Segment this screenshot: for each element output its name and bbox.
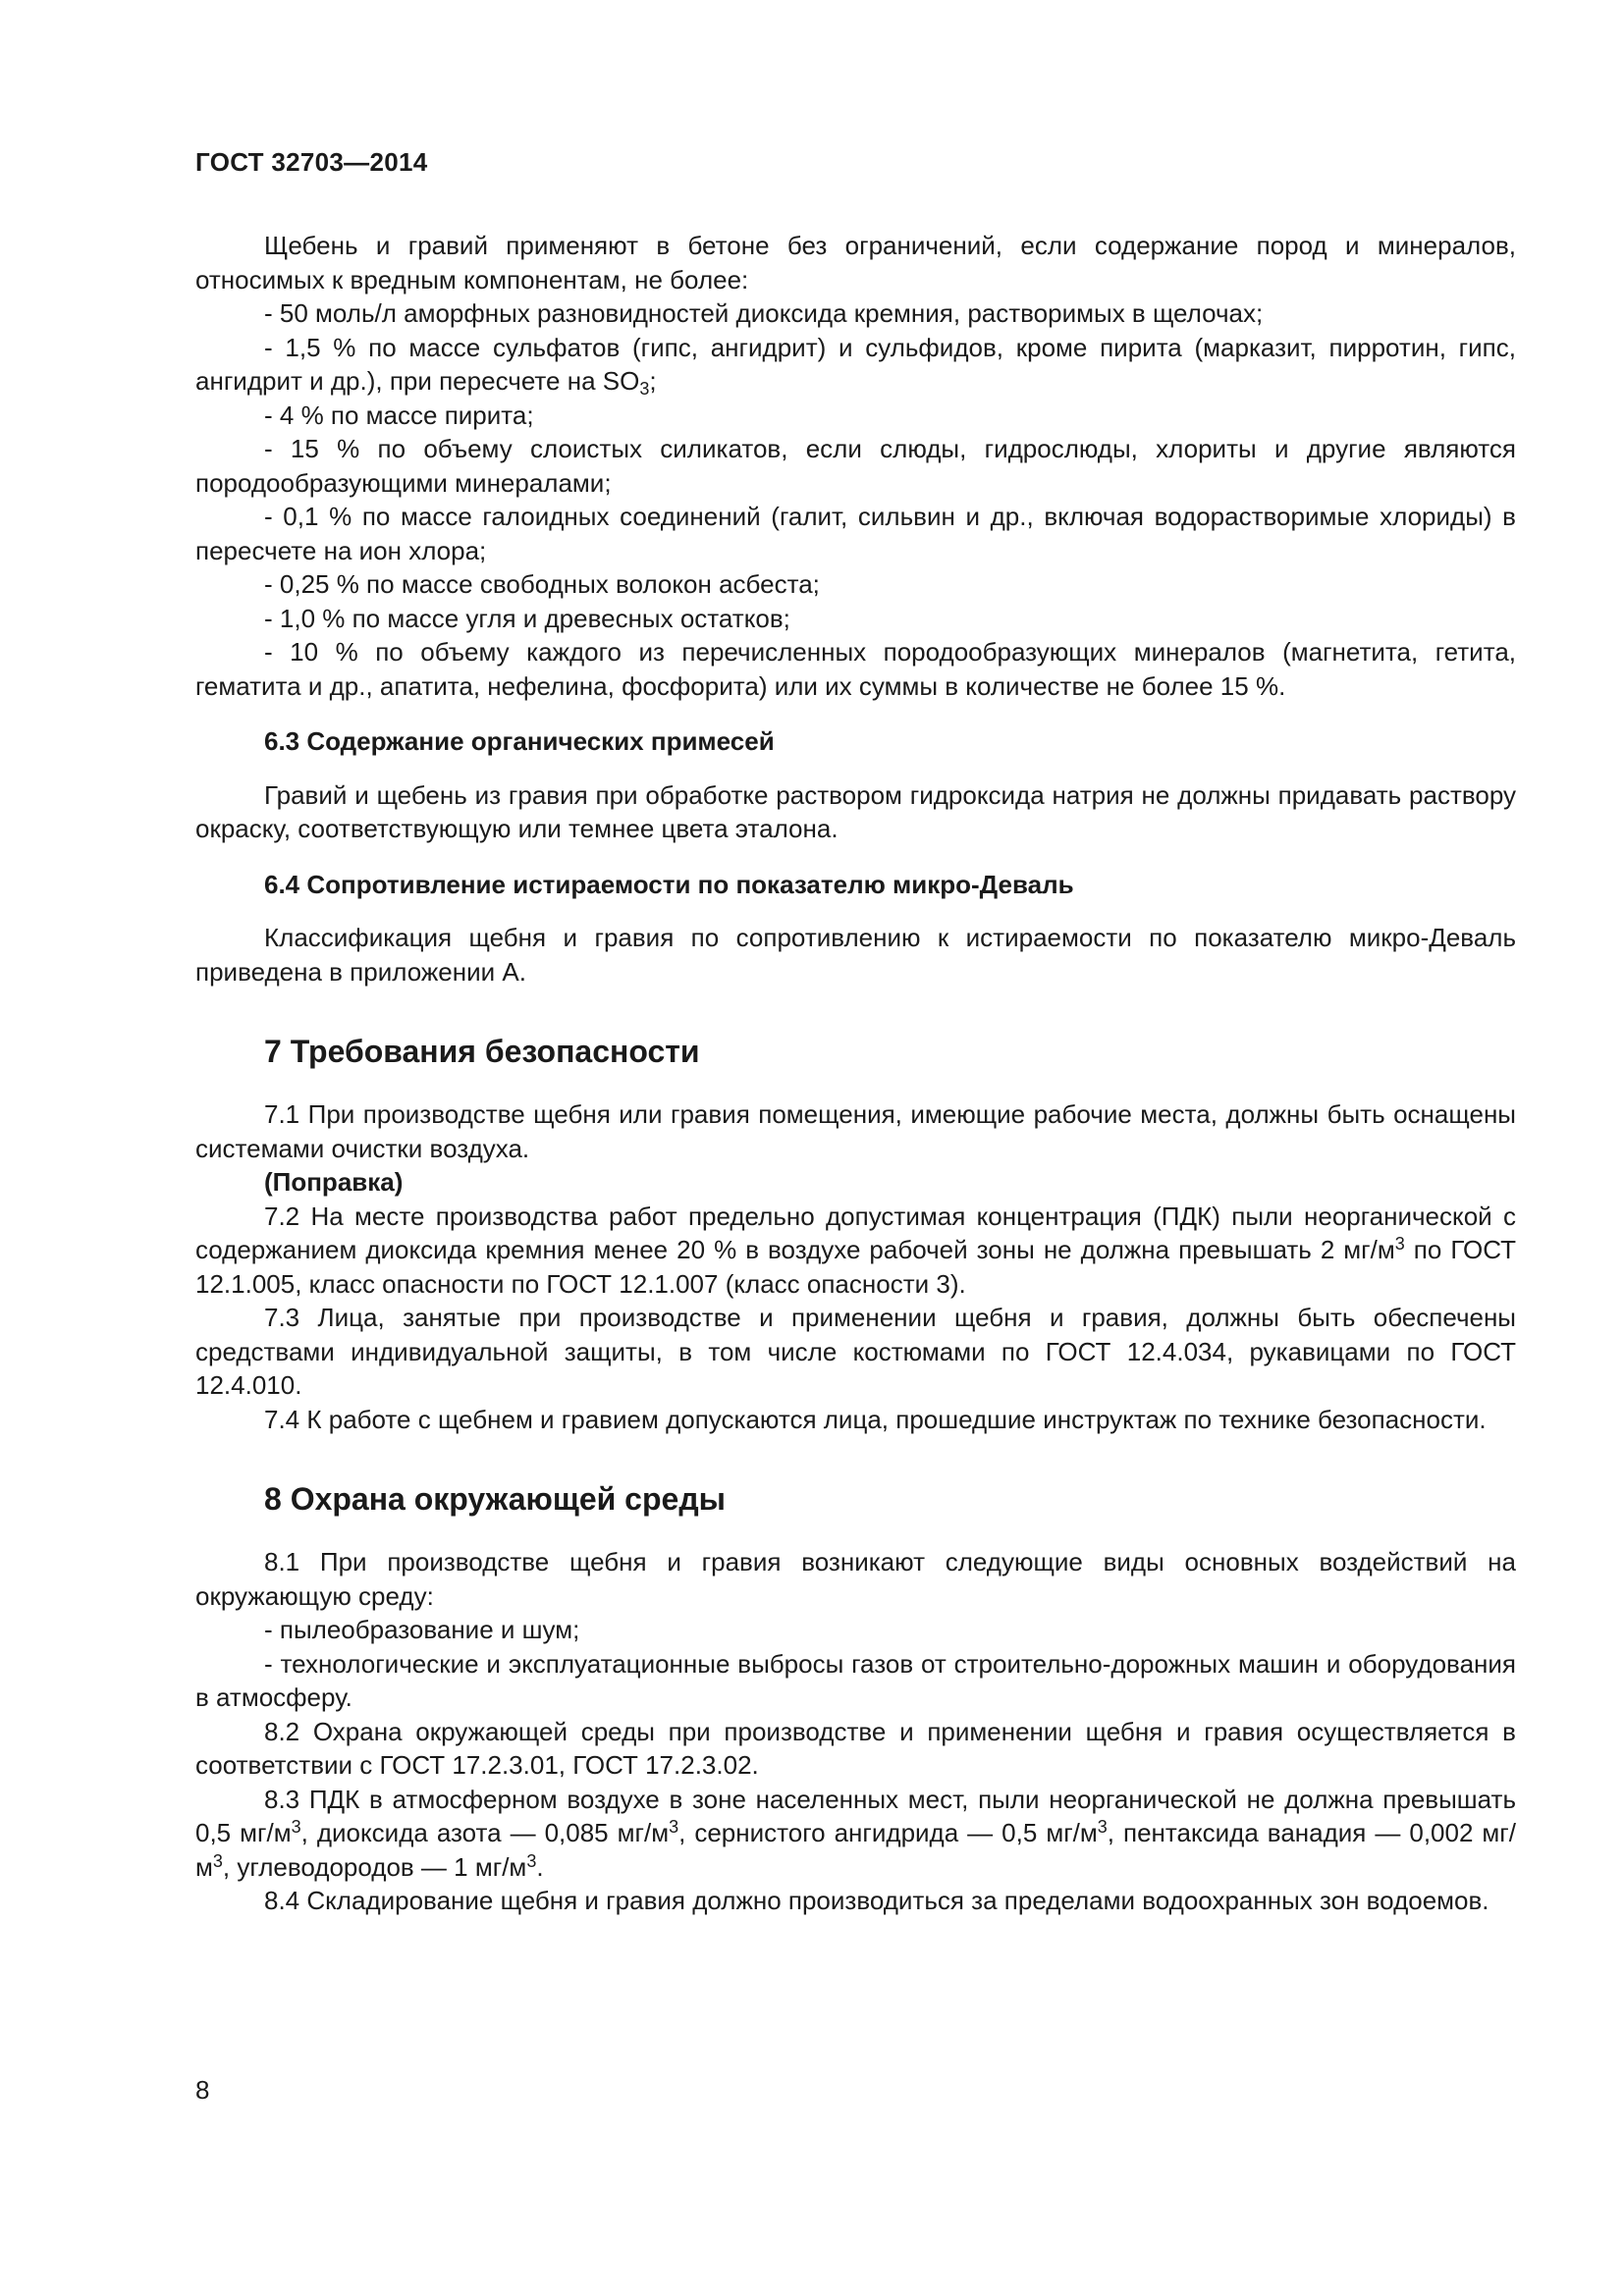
paragraph-6-4: Классификация щебня и гравия по сопротивлению к истираемости по показателю микро-Деваль приведена в приложении А. xyxy=(195,923,1516,987)
paragraph-8-2: 8.2 Охрана окружающей среды при производстве и применении щебня и гравия осуществляется в соответствии с ГОСТ 17.2.3.01, ГОСТ 17.2.3.02. xyxy=(195,1716,1516,1780)
superscript: 3 xyxy=(212,1850,223,1871)
paragraph-text: , углеводородов — 1 мг/м xyxy=(222,1851,527,1882)
list-item: - 50 моль/л аморфных разновидностей диоксида кремния, растворимых в щелочах; xyxy=(264,298,1264,328)
section-heading-7: 7 Требования безопасности xyxy=(264,1034,700,1069)
list-item: - 15 % по объему слоистых силикатов, если слюды, гидрослюды, хлориты и другие являются породообразующими минералами; xyxy=(195,434,1516,498)
paragraph-8-1: 8.1 При производстве щебня и гравия возникают следующие виды основных воздействий на окружающую среду: xyxy=(195,1547,1516,1611)
paragraph-text: 7.2 На месте производства работ предельно допустимая концентрация (ПДК) пыли неорганической с содержанием диоксида кремния менее 20 % в воздухе рабочей зоны не должна превышать 2 мг/м xyxy=(195,1201,1516,1264)
paragraph-text: , пентаксида ванадия — 0,002 мг/м xyxy=(195,1818,1517,1882)
list-item: - 10 % по объему каждого из перечисленных породообразующих минералов (магнетита, гетита, гематита и др., апатита, нефелина, фосфорита) или их суммы в количестве не более 15 %. xyxy=(195,637,1516,701)
paragraph-text: 8.3 ПДК в атмосферном воздухе в зоне населенных мест, пыли неорганической не должна превышать 0,5 мг/м xyxy=(195,1784,1516,1847)
superscript: 3 xyxy=(1394,1234,1405,1254)
paragraph-text: по ГОСТ 12.1.005, класс опасности по ГОСТ 12.1.007 (класс опасности 3). xyxy=(195,1235,1516,1299)
document-page xyxy=(195,145,1516,1918)
superscript: 3 xyxy=(526,1850,537,1871)
paragraph-8-4: 8.4 Складирование щебня и гравия должно производиться за пределами водоохранных зон водоемов. xyxy=(264,1886,1489,1915)
list-item: - 4 % по массе пирита; xyxy=(264,400,534,430)
paragraph-6-3: Гравий и щебень из гравия при обработке раствором гидроксида натрия не должны придавать раствору окраску, соответствующую или темнее цвета эталона. xyxy=(195,779,1516,843)
paragraph-7-2 xyxy=(195,1200,1516,1302)
document-id: ГОСТ 32703—2014 xyxy=(195,147,428,177)
paragraph-text: , диоксида азота — 0,085 мг/м xyxy=(300,1818,670,1847)
intro-paragraph: Щебень и гравий применяют в бетоне без ограничений, если содержание пород и минералов, относимых к вредным компонентам, не более: xyxy=(195,231,1516,294)
superscript: 3 xyxy=(291,1817,301,1837)
amendment-label: (Поправка) xyxy=(264,1167,404,1197)
superscript: 3 xyxy=(1097,1817,1108,1837)
list-item: - 1,0 % по массе угля и древесных остатков; xyxy=(264,603,790,633)
page-number: 8 xyxy=(195,2075,210,2105)
paragraph-7-1: 7.1 При производстве щебня или гравия помещения, имеющие рабочие места, должны быть оснащены системами очистки воздуха. xyxy=(195,1099,1516,1163)
section-heading-8: 8 Охрана окружающей среды xyxy=(264,1481,726,1517)
subscript: 3 xyxy=(639,379,650,399)
paragraph-text: , сернистого ангидрида — 0,5 мг/м xyxy=(678,1818,1098,1847)
paragraph-8-3 xyxy=(195,1783,1516,1885)
list-item-text: - 1,5 % по массе сульфатов (гипс, ангидрит) и сульфидов, кроме пирита (марказит, пирротин, гипс, ангидрит и др.), при пересчете на SO xyxy=(195,332,1516,396)
list-item: - 0,1 % по массе галоидных соединений (галит, сильвин и др., включая водорастворимые хлориды) в пересчете на ион хлора; xyxy=(195,502,1516,565)
paragraph-text: . xyxy=(536,1851,544,1882)
list-item: - технологические и эксплуатационные выбросы газов от строительно-дорожных машин и оборудования в атмосферу. xyxy=(195,1648,1516,1712)
list-item-tail: ; xyxy=(649,366,657,396)
superscript: 3 xyxy=(669,1817,679,1837)
paragraph-7-3: 7.3 Лица, занятые при производстве и применении щебня и гравия, должны быть обеспечены средствами индивидуальной защиты, в том числе костюмами по ГОСТ 12.4.034, рукавицами по ГОСТ 12.4.010. xyxy=(195,1303,1516,1400)
list-item: - 0,25 % по массе свободных волокон асбеста; xyxy=(264,569,820,599)
list-item xyxy=(195,331,1516,399)
subsection-heading-6-4: 6.4 Сопротивление истираемости по показателю микро-Деваль xyxy=(264,869,1074,899)
subsection-heading-6-3: 6.3 Содержание органических примесей xyxy=(264,726,775,756)
paragraph-7-4: 7.4 К работе с щебнем и гравием допускаются лица, прошедшие инструктаж по технике безопасности. xyxy=(264,1404,1487,1434)
list-item: - пылеобразование и шум; xyxy=(264,1615,580,1644)
